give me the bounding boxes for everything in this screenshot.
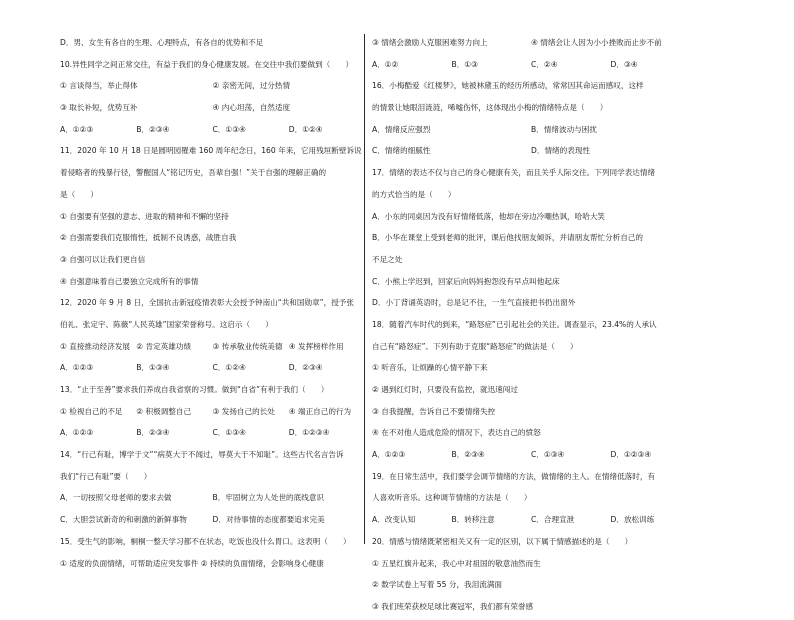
q11-statement-3: ③ 自强可以让我们更自信 bbox=[60, 254, 146, 264]
q15-choice-d: D．③④ bbox=[610, 59, 638, 69]
q10-statement-1: ① 言谈得当，举止得体 bbox=[60, 81, 138, 91]
q13-choice-c: C．①③④ bbox=[212, 428, 246, 438]
q12-statement-3: ③ 传承敬业传统美德 bbox=[212, 341, 283, 351]
q13-statement-2: ② 积极调整自己 bbox=[136, 406, 192, 416]
q20-statement-2: ② 数学试卷上写着 55 分，我泪流满面 bbox=[372, 580, 503, 590]
q18-statement-2: ② 遇到红灯时，只要没有监控，就迅速闯过 bbox=[372, 385, 518, 394]
q15-choices bbox=[372, 56, 690, 74]
q10-choice-a: A．①②③ bbox=[60, 124, 94, 134]
left-column bbox=[60, 34, 365, 576]
q13-choices bbox=[60, 424, 365, 442]
q15-statements-row1: ① 适度的负面情绪，可帮助适应突发事件 ② 持续的负面情绪，会影响身心健康 bbox=[60, 558, 324, 568]
q12-statements bbox=[60, 338, 365, 356]
q17-stem-line1: 17．情绪的表达不仅与自己的身心健康有关，而且关乎人际交往。下列同学表达情绪 bbox=[372, 168, 656, 178]
q14-choice-d: D．对待事情的态度都要追求完美 bbox=[212, 515, 325, 525]
q10-stem: 10.异性同学之间正常交往，有益于我们的身心健康发展。在交往中我们要做到（ ） bbox=[60, 59, 354, 69]
q16-stem-line2: 的情景让她眼泪涟涟，唏嘘伤怀，这体现出小梅的情绪特点是（ ） bbox=[372, 103, 608, 113]
q13-choice-b: B．②③④ bbox=[136, 428, 170, 438]
q18-choice-b: B．②③④ bbox=[451, 450, 485, 460]
q10-choices bbox=[60, 121, 365, 139]
q16-choices-row1 bbox=[372, 121, 690, 139]
q11-statement-1: ① 自强要有坚强的意志、进取的精神和不懈的坚持 bbox=[60, 211, 229, 221]
q12-choices bbox=[60, 359, 365, 377]
q16-choice-b: B．情绪波动与困扰 bbox=[531, 124, 597, 134]
q20-statement-3: ③ 我们班荣获校足球比赛冠军，我们都有荣誉感 bbox=[372, 601, 534, 611]
q12-choice-b: B．①③④ bbox=[136, 363, 170, 373]
q15-choice-a: A．①② bbox=[372, 59, 399, 69]
q12-statement-1: ① 直接推动经济发展 bbox=[60, 341, 130, 351]
q11-statement-2: ② 自强需要我们克服惰性，抵制不良诱惑，战胜自我 bbox=[60, 233, 237, 243]
q12-stem-line2: 伯礼、张定宇、陈薇“人民英雄”国家荣誉称号。这启示（ ） bbox=[60, 319, 273, 329]
q12-stem-line1: 12．2020 年 9 月 8 日，全国抗击新冠疫情表彰大会授予钟南山“共和国勋章”，授予张 bbox=[60, 298, 354, 308]
q16-choice-c: C．情绪的细腻性 bbox=[372, 146, 431, 156]
q14-stem-line1: 14．“行己有耻，博学于文”“病莫大于不闻过，辱莫大于不知耻”。这些古代名言告诉 bbox=[60, 450, 344, 460]
q18-stem-line1: 18．随着汽车时代的到来，“路怒症”已引起社会的关注。调查显示，23.4%的人承认 bbox=[372, 319, 657, 329]
q14-choices-row2 bbox=[60, 511, 365, 529]
q19-choices bbox=[372, 511, 690, 529]
q16-choices-row2 bbox=[372, 142, 690, 160]
q19-choice-c: C．合理宣泄 bbox=[531, 515, 575, 525]
q10-statement-2: ② 亲密无间，过分热情 bbox=[212, 81, 291, 91]
q17-choice-a: A．小东的同桌因为没有好情绪低落，他却在旁边冷嘲热讽，哈哈大笑 bbox=[372, 211, 606, 221]
q13-choice-a: A．①②③ bbox=[60, 428, 94, 438]
q14-choice-b: B．牢固树立为人处世的底线意识 bbox=[212, 493, 325, 503]
q11-stem-line1: 11．2020 年 10 月 18 日是圆明园罹难 160 周年纪念日，160 年来，它用残垣断壁诉说 bbox=[60, 146, 362, 156]
q14-choice-a: A．一切按照父母老师的要求去做 bbox=[60, 493, 172, 503]
q17-stem-line2: 的方式恰当的是（ ） bbox=[372, 189, 456, 199]
q17-choice-b-line2: 不足之处 bbox=[372, 254, 403, 264]
q15-stem: 15．受生气的影响，桐桐一整天学习都不在状态，吃饭也没什么胃口。这表明（ ） bbox=[60, 536, 351, 546]
q15-choice-c: C．②④ bbox=[531, 59, 558, 69]
q13-statement-3: ③ 发扬自己的长处 bbox=[212, 406, 275, 416]
q14-choice-c: C．大胆尝试新奇的和刺激的新鲜事物 bbox=[60, 515, 187, 525]
q10-choice-d: D．①②④ bbox=[288, 124, 323, 134]
q13-statement-1: ① 检视自己的不足 bbox=[60, 406, 123, 416]
q18-statement-1: ① 听音乐，让烦躁的心情平静下来 bbox=[372, 363, 488, 373]
q15-statement-4: ④ 情绪会让人因为小小挫败而止步不前 bbox=[531, 38, 662, 47]
q18-stem-line2: 自己有“路怒症”。下列有助于克服“路怒症”的做法是（ ） bbox=[372, 341, 578, 351]
q10-choice-c: C．①③④ bbox=[212, 124, 246, 134]
q17-choice-d: D．小丁背诵英语时，总是记不住，一生气直接把书扔出窗外 bbox=[372, 298, 576, 308]
q16-choice-a: A．情绪反应强烈 bbox=[372, 124, 431, 134]
q12-statement-2: ② 肯定英雄功绩 bbox=[136, 341, 192, 351]
q18-choice-a: A．①②③ bbox=[372, 450, 406, 460]
q20-statement-1: ① 五星红旗升起来，我心中对祖国的敬意油然而生 bbox=[372, 558, 541, 568]
q16-stem-line1: 16．小梅酷爱《红楼梦》，她被林黛玉的经历所感动，常常因其命运而感叹，这样 bbox=[372, 81, 644, 91]
q12-choice-a: A．①②③ bbox=[60, 363, 94, 373]
q17-choice-c: C．小熊上学迟到，回家后向妈妈抱怨没有早点叫他起床 bbox=[372, 276, 560, 286]
q11-stem-line2: 着侵略者的残暴行径，警醒国人“铭记历史，吾辈自强！”关于自强的理解正确的 bbox=[60, 168, 327, 178]
q18-choice-c: C．①③④ bbox=[531, 450, 565, 460]
q16-choice-d: D．情绪的表现性 bbox=[531, 146, 591, 156]
q19-stem-line2: 人喜欢听音乐。这种调节情绪的方法是（ ） bbox=[372, 493, 532, 503]
q18-choices bbox=[372, 446, 690, 464]
q10-statements-row1 bbox=[60, 77, 365, 95]
q10-choice-b: B．②③④ bbox=[136, 124, 170, 134]
q11-stem-line3: 是（ ） bbox=[60, 189, 98, 199]
q13-stem: 13．“止于至善”要求我们养成自我省察的习惯。做到“自省”有利于我们（ ） bbox=[60, 385, 329, 394]
q10-statement-3: ③ 取长补短，优势互补 bbox=[60, 103, 138, 113]
q15-statements-row2 bbox=[372, 34, 690, 52]
q18-choice-d: D．①②③④ bbox=[610, 450, 652, 460]
q13-statement-4: ④ 端正自己的行为 bbox=[288, 406, 352, 416]
q13-statements bbox=[60, 403, 365, 421]
q9-option-d: D．男、女生有各自的生理、心理特点，有各自的优势和不足 bbox=[60, 38, 264, 47]
q10-statement-4: ④ 内心坦荡，自然适度 bbox=[212, 103, 291, 113]
q14-stem-line2: 我们“行己有耻”要（ ） bbox=[60, 471, 152, 481]
q12-choice-d: D．②③④ bbox=[288, 363, 323, 373]
q14-choices-row1 bbox=[60, 489, 365, 507]
q19-choice-d: D．放松训练 bbox=[610, 515, 655, 525]
q15-statement-3: ③ 情绪会激励人克服困难努力向上 bbox=[372, 38, 488, 47]
q19-choice-a: A．改变认知 bbox=[372, 515, 416, 525]
q10-statements-row2 bbox=[60, 99, 365, 117]
q15-choice-b: B．①③ bbox=[451, 59, 478, 69]
q20-stem: 20．情感与情绪既紧密相关又有一定的区别，以下属于情感描述的是（ ） bbox=[372, 536, 633, 546]
q19-choice-b: B．转移注意 bbox=[451, 515, 495, 525]
q11-statement-4: ④ 自强意味着自己要独立完成所有的事情 bbox=[60, 276, 199, 286]
q18-statement-3: ③ 自我提醒，告诉自己不要情绪失控 bbox=[372, 406, 496, 416]
q19-stem-line1: 19．在日常生活中，我们要学会调节情绪的方法，做情绪的主人。在情绪低落时，有 bbox=[372, 471, 656, 481]
q12-statement-4: ④ 发挥榜样作用 bbox=[288, 341, 344, 351]
column-divider bbox=[364, 34, 365, 544]
q13-choice-d: D．①②③④ bbox=[288, 428, 330, 438]
q17-choice-b-line1: B．小华在课堂上受到老师的批评，课后他找朋友倾诉，并请朋友帮忙分析自己的 bbox=[372, 233, 643, 243]
q18-statement-4: ④ 在不对他人造成危险的情况下，表达自己的愤怒 bbox=[372, 428, 541, 438]
q12-choice-c: C．①②④ bbox=[212, 363, 246, 373]
right-column bbox=[372, 34, 690, 620]
